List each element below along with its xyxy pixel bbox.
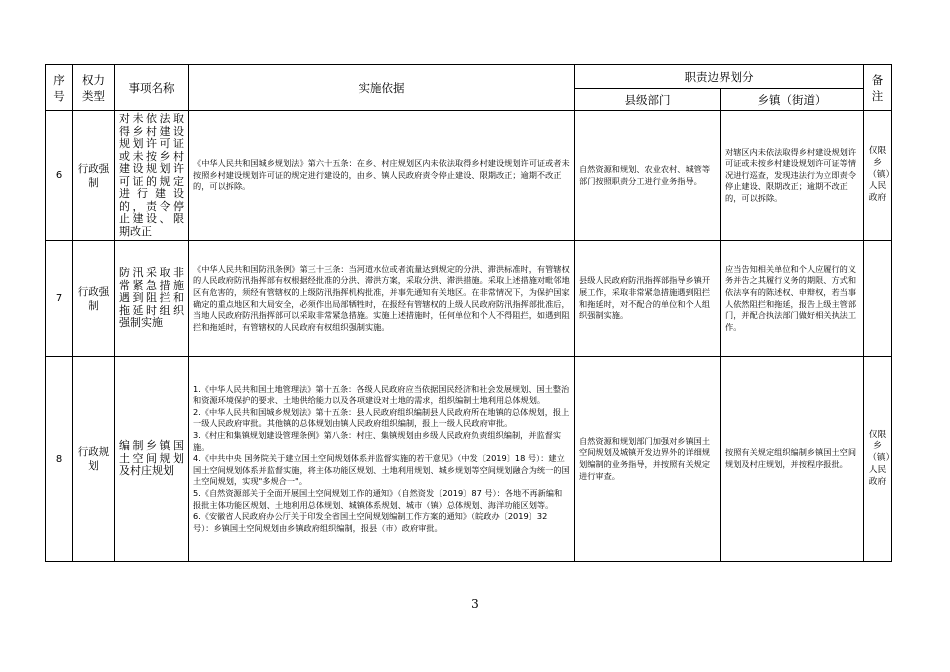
row-seq: 6	[46, 111, 73, 241]
row-town-duty: 按照有关规定组织编制乡镇国土空间规划及村庄规划，并按程序报批。	[721, 357, 864, 562]
header-basis: 实施依据	[189, 65, 575, 111]
basis-item: 6.《安徽省人民政府办公厅关于印发全省国土空间规划编制工作方案的通知》（皖政办〔2019〕32 号）：乡镇国土空间规划由乡镇政府组织编制，报县（市）政府审批。	[193, 511, 548, 533]
header-seq: 序号	[46, 65, 73, 111]
table-row	[46, 357, 892, 562]
row-county-duty: 自然资源和规划部门加强对乡镇国土空间规划及城镇开发边界外的详细规划编制的业务指导，并按照有关规定进行审查。	[575, 357, 721, 562]
row-seq: 7	[46, 241, 73, 357]
row-note: 仅限乡（镇）人民政府	[864, 357, 892, 562]
header-division: 职责边界划分	[575, 65, 864, 89]
basis-item: 3.《村庄和集镇规划建设管理条例》第八条：村庄、集镇规划由乡级人民政府负责组织编制，并监督实施。	[193, 430, 562, 452]
row-basis	[189, 357, 575, 562]
basis-item: 5.《自然资源部关于全面开展国土空间规划工作的通知》（自然资发〔2019〕87 号）：各地不再新编和报批主体功能区规划、土地利用总体规划、城镇体系规划、城市（镇）总体规划、海洋功能区划等。	[193, 487, 563, 510]
header-name: 事项名称	[115, 65, 189, 111]
header-town: 乡镇（街道）	[721, 89, 864, 111]
row-item-name: 防汛采取非常紧急措施遇到阻拦和拖延时组织强制实施	[115, 241, 189, 357]
row-county-duty: 县级人民政府防汛指挥部指导乡镇开展工作，采取非常紧急措施遇到阻拦和拖延时，对不配合的单位和个人组织强制实施。	[575, 241, 721, 357]
basis-item: 《中华人民共和国城乡规划法》第六十五条：在乡、村庄规划区内未依法取得乡村建设规划许可证或者未按照乡村建设规划许可证的规定进行建设的，由乡、镇人民政府责令停止建设、限期改正；逾期不改正的，可以拆除。	[193, 158, 570, 192]
row-town-duty: 对辖区内未依法取得乡村建设规划许可证或未按乡村建设规划许可证等情况进行巡查，发现违法行为立即责令停止建设、限期改正；逾期不改正的，可以拆除。	[721, 111, 864, 241]
basis-item: 2.《中华人民共和国城乡规划法》第十五条：县人民政府组织编制县人民政府所在地镇的总体规划，报上一级人民政府审批。其他镇的总体规划由镇人民政府组织编制，报上一级人民政府审批。	[193, 406, 570, 429]
row-basis	[189, 111, 575, 241]
row-basis	[189, 241, 575, 357]
row-type: 行政强制	[73, 111, 115, 241]
basis-item: 1.《中华人民共和国土地管理法》第十五条：各级人民政府应当依据国民经济和社会发展规划、国土整治和资源环境保护的要求、土地供给能力以及各项建设对土地的需求，组织编制土地利用总体规划。	[193, 383, 570, 406]
header-row	[46, 65, 892, 89]
header-note: 备注	[864, 65, 892, 111]
header-county: 县级部门	[575, 89, 721, 111]
table-row	[46, 111, 892, 241]
row-note: 仅限乡（镇）人民政府	[864, 111, 892, 241]
row-county-duty: 自然资源和规划、农业农村、城管等部门按照职责分工进行业务指导。	[575, 111, 721, 241]
page-number: 3	[471, 597, 479, 611]
row-note	[864, 241, 892, 357]
row-type: 行政强制	[73, 241, 115, 357]
row-seq: 8	[46, 357, 73, 562]
basis-item: 《中华人民共和国防汛条例》第三十三条：当河道水位或者流量达到规定的分洪、滞洪标准时，有管辖权的人民政府防汛指挥部有权根据经批准的分洪、滞洪方案，采取分洪、滞洪措施。采取上述措施对毗邻地区有危害的，须经有管辖权的上级防汛指挥机构批准，并事先通知有关地区。在非常情况下，为保护国家确定的重点地区和大局安全，必须作出局部牺牲时，在报经有管辖权的上级人民政府防汛指挥部批准后，当地人民政府防汛指挥部可以采取非常紧急措施。实施上述措施时，任何单位和个人不得阻拦，如遇到阻拦和拖延时，有管辖权的人民政府有权组织强制实施。	[193, 263, 570, 332]
basis-item: 4.《中共中央 国务院关于建立国土空间规划体系并监督实施的若干意见》（中发〔2019〕18 号）：建立国土空间规划体系并监督实施，将主体功能区规划、土地利用规划、城乡规划等空间规划融合为统一的国土空间规划，实现"多规合一"。	[193, 453, 570, 487]
row-item-name: 对未依法取得乡村建设规划许可证或未按乡村建设规划许可证的规定进行建设的，责令停止建设、限期改正	[115, 111, 189, 241]
row-item-name: 编制乡镇国土空间规划及村庄规划	[115, 357, 189, 562]
row-type: 行政规划	[73, 357, 115, 562]
responsibility-table	[45, 64, 895, 562]
header-type: 权力类型	[73, 65, 115, 111]
row-town-duty: 应当告知相关单位和个人应履行的义务并告之其履行义务的期限、方式和依法享有的陈述权、申辩权，若当事人依然阻拦和拖延，报告上级主管部门，并配合执法部门做好相关执法工作。	[721, 241, 864, 357]
table-row	[46, 241, 892, 357]
